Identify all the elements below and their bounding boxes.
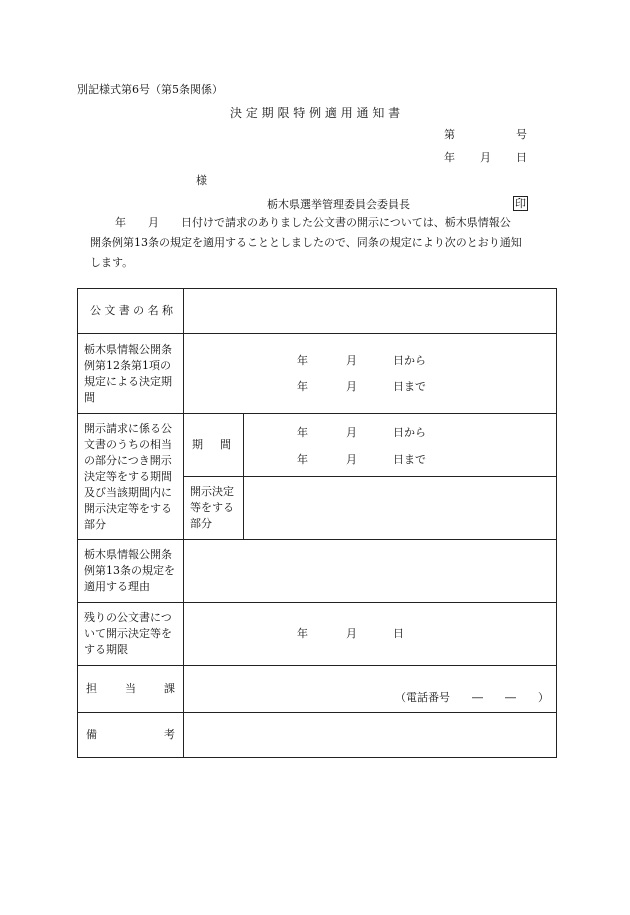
document-title: 決 定 期 限 特 例 適 用 通 知 書	[230, 106, 401, 120]
period-field[interactable]: 年 月 日から 年 月 日まで	[244, 414, 557, 477]
department-field[interactable]	[184, 666, 557, 713]
document-name-label: 公 文 書 の 名 称	[78, 289, 184, 334]
number-label-suffix: 号	[516, 128, 527, 141]
portion-part-label: 開示決定 等をする 部分	[184, 477, 244, 540]
remaining-field[interactable]: 年 月 日	[184, 603, 557, 666]
row-remaining-deadline	[78, 603, 557, 666]
number-label-prefix: 第	[444, 128, 455, 141]
row-document-name	[78, 289, 557, 334]
portion-part-field[interactable]	[244, 477, 557, 540]
sender-name: 栃木県選挙管理委員会委員長	[267, 198, 410, 211]
seal-mark	[513, 196, 528, 211]
period-label: 期 間	[184, 414, 244, 477]
row-portion-period	[78, 414, 557, 477]
row-department	[78, 666, 557, 713]
reason-field[interactable]	[184, 540, 557, 603]
department-label: 担 当 課	[78, 666, 184, 713]
date-month-label: 月	[480, 151, 491, 164]
body-paragraph	[90, 213, 560, 273]
notice-form-table	[77, 288, 557, 758]
date-day-label: 日	[516, 151, 527, 164]
document-name-field[interactable]	[184, 289, 557, 334]
reason-label: 栃木県情報公開条 例第13条の規定を 適用する理由	[78, 540, 184, 603]
form-number: 別記様式第6号（第5条関係）	[77, 83, 223, 96]
body-line-3: します。	[90, 256, 134, 269]
decision-period-label: 栃木県情報公開条 例第12条第1項の 規定による決定期 間	[78, 334, 184, 414]
date-year-label: 年	[444, 151, 455, 164]
row-reason	[78, 540, 557, 603]
decision-period-field[interactable]: 年 月 日から 年 月 日まで	[184, 334, 557, 414]
row-decision-period	[78, 334, 557, 414]
portion-label: 開示請求に係る公 文書のうちの相当 の部分につき開示 決定等をする期間 及び当該期間内に 開示決定等をする 部分	[78, 414, 184, 540]
remaining-label: 残りの公文書につ いて開示決定等を する期限	[78, 603, 184, 666]
seal-text: 印	[515, 197, 526, 210]
phone-number-label: （電話番号 ― ― ）	[395, 691, 549, 704]
body-line-1: 年 月 日付けで請求のありました公文書の開示については、栃木県情報公	[115, 216, 511, 229]
remarks-label: 備 考	[78, 713, 184, 758]
addressee-suffix: 様	[196, 174, 207, 187]
row-remarks	[78, 713, 557, 758]
body-line-2: 開条例第13条の規定を適用することとしましたので、同条の規定により次のとおり通知	[90, 236, 522, 249]
remarks-field[interactable]	[184, 713, 557, 758]
